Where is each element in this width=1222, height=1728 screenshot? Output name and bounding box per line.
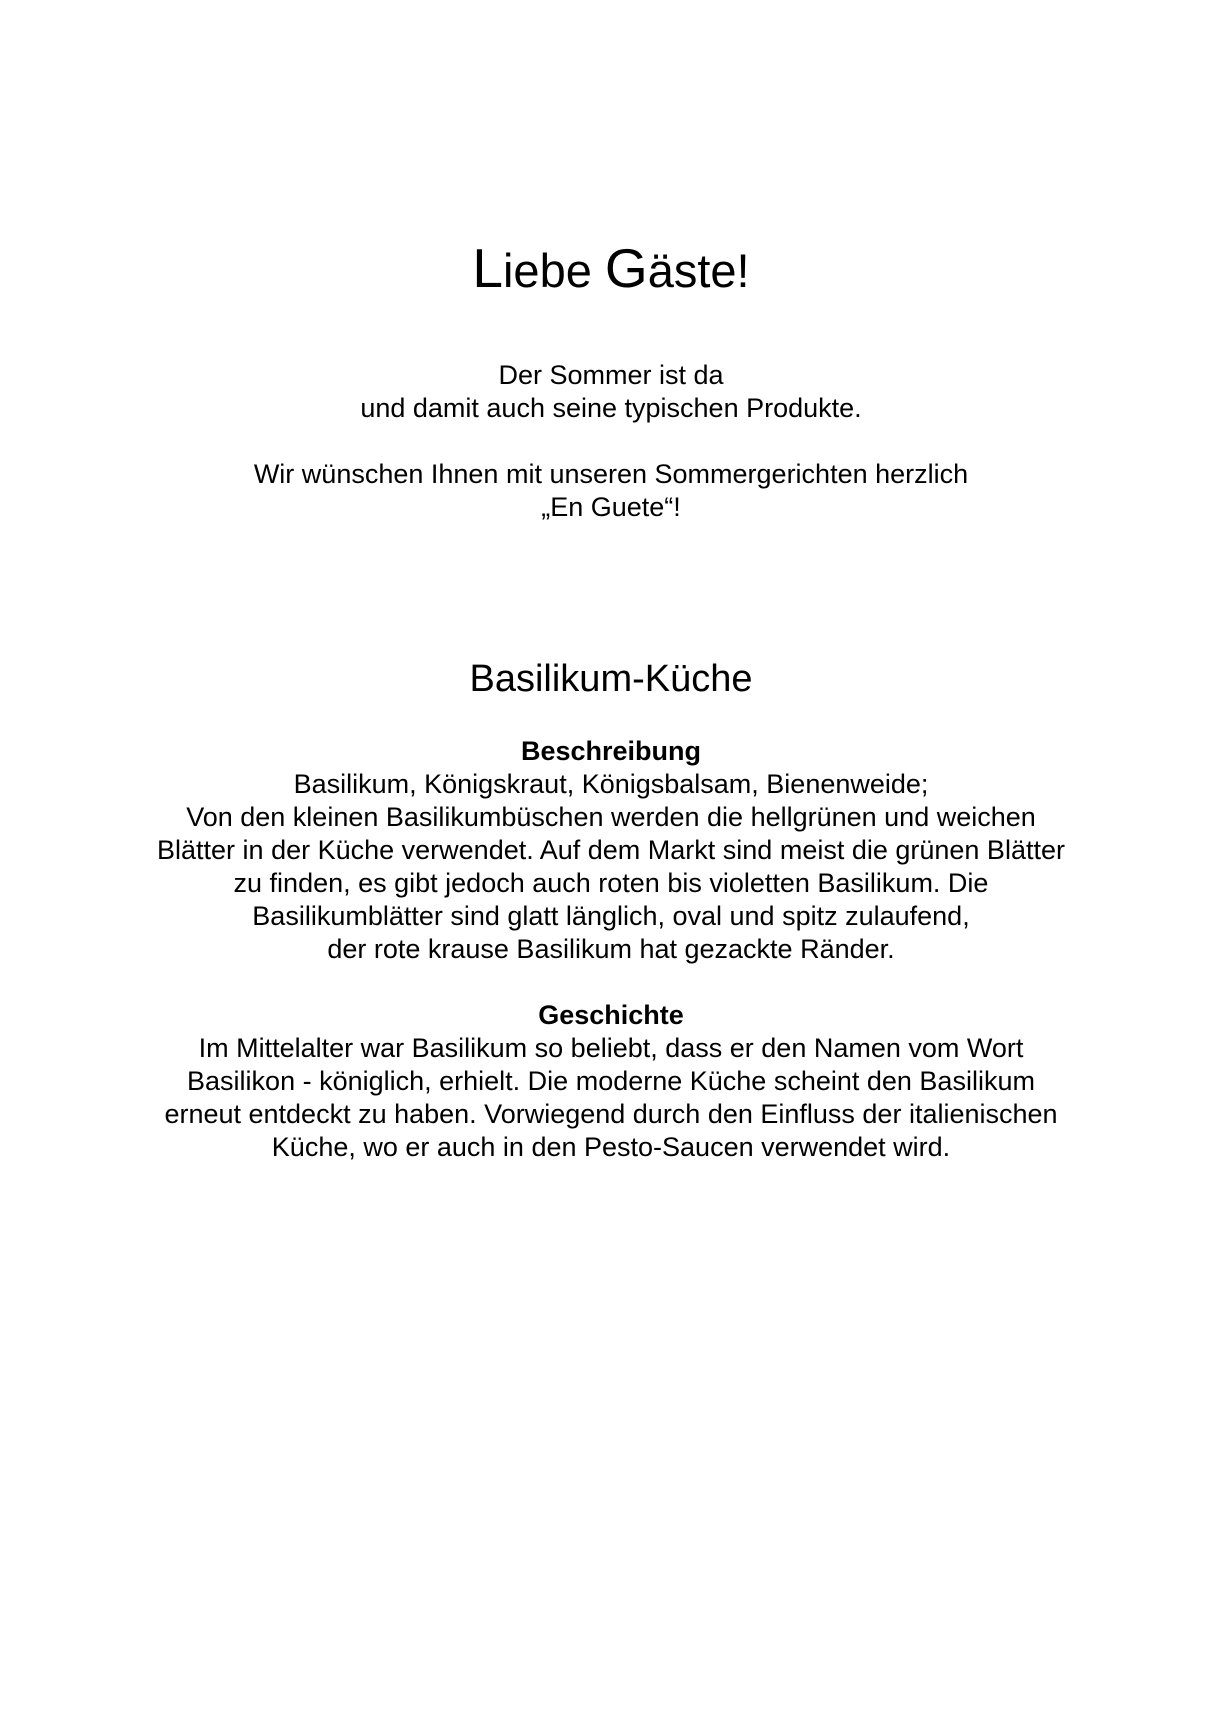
section-title: Basilikum-Küche	[469, 658, 753, 700]
description-line-5: Basilikumblätter sind glatt länglich, oval und spitz zulaufend,	[252, 901, 970, 931]
intro-line-2: und damit auch seine typischen Produkte.	[360, 393, 862, 423]
greeting-part-2: äste!	[647, 244, 750, 297]
description-line-6: der rote krause Basilikum hat gezackte Ränder.	[327, 934, 895, 964]
history-line-3: erneut entdeckt zu haben. Vorwiegend durch den Einfluss der italienischen	[164, 1099, 1058, 1129]
description-line-4: zu finden, es gibt jedoch auch roten bis violetten Basilikum. Die	[233, 868, 989, 898]
greeting-title	[0, 238, 1222, 301]
intro-line-3: Wir wünschen Ihnen mit unseren Sommergerichten herzlich	[253, 459, 969, 489]
description-line-2: Von den kleinen Basilikumbüschen werden die hellgrünen und weichen	[186, 802, 1036, 832]
intro-line-1: Der Sommer ist da	[498, 360, 724, 390]
description-line-1: Basilikum, Königskraut, Königsbalsam, Bienenweide;	[293, 769, 929, 799]
greeting-initial-l: L	[472, 237, 503, 299]
history-line-1: Im Mittelalter war Basilikum so beliebt, dass er den Namen vom Wort	[198, 1033, 1024, 1063]
greeting-part-1: iebe	[502, 244, 605, 297]
history-line-2: Basilikon - königlich, erhielt. Die moderne Küche scheint den Basilikum	[187, 1066, 1035, 1096]
history-heading: Geschichte	[538, 1000, 684, 1030]
greeting-initial-g: G	[604, 237, 648, 299]
description-line-3: Blätter in der Küche verwendet. Auf dem Markt sind meist die grünen Blätter	[157, 835, 1065, 865]
history-line-4: Küche, wo er auch in den Pesto-Saucen verwendet wird.	[271, 1132, 951, 1162]
description-heading: Beschreibung	[520, 736, 702, 766]
intro-line-4: „En Guete“!	[541, 492, 681, 522]
